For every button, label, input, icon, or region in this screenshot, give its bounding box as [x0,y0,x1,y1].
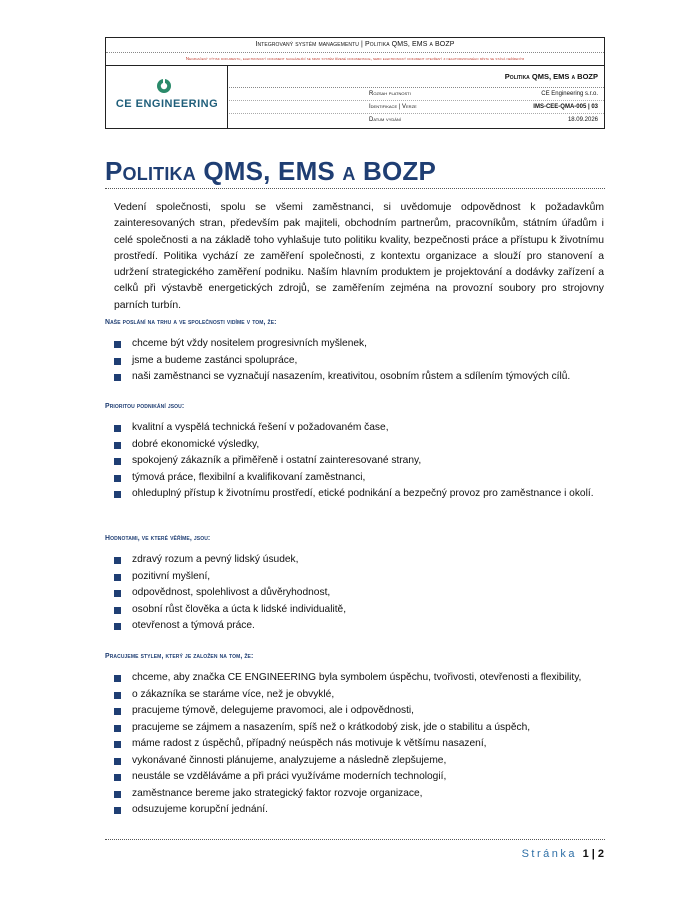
system-line: Integrovaný systém managementu | Politika QMS, EMS a BOZP [106,38,604,53]
list-item: zdravý rozum a pevný lidský úsudek, [114,552,604,569]
list-item: ohleduplný přístup k životnímu prostředí, etické podnikání a bezpečný provoz pro zaměstnance i okolí. [114,486,604,503]
bullet-icon [114,341,121,348]
bullet-icon [114,374,121,381]
bullet-icon [114,807,121,814]
style-list [114,670,604,819]
page-footer [522,848,604,860]
bullet-icon [114,741,121,748]
list-item: odsuzujeme korupční jednání. [114,802,604,819]
meta-row-scope [229,88,604,101]
footer-divider [105,839,605,840]
uncontrolled-copy-warning: Neoznačený výtisk dokumentu, elektronický dokument nacházející se mimo systém řízené dokumentace, nebo elektronický dokument otevřený z neautorizovaného místa se stává neřízeným [106,53,604,66]
list-item: chceme být vždy nositelem progresivních myšlenek, [114,336,604,353]
title-divider [105,188,605,189]
meta-value: CE Engineering s.r.o. [541,91,598,97]
meta-row-identification [229,101,604,114]
list-item: naši zaměstnanci se vyznačují nasazením, kreativitou, osobním růstem a sdílením týmových cílů. [114,369,604,386]
bullet-icon [114,590,121,597]
meta-label: Rozsah platnosti [369,91,411,97]
page-number: 1 | 2 [582,848,604,860]
list-item: odpovědnost, spolehlivost a důvěryhodnost, [114,585,604,602]
meta-label: Datum vydání [369,117,401,123]
list-item: chceme, aby značka CE ENGINEERING byla symbolem úspěchu, tvořivosti, otevřenosti a flexibility, [114,670,604,687]
section-heading-style: Pracujeme stylem, který je založen na tom, že: [105,653,254,660]
bullet-icon [114,708,121,715]
bullet-icon [114,607,121,614]
list-item: dobré ekonomické výsledky, [114,437,604,454]
list-item: osobní růst člověka a úcta k lidské individualitě, [114,602,604,619]
bullet-icon [114,442,121,449]
list-item: zaměstnance bereme jako strategický faktor rozvoje organizace, [114,786,604,803]
list-item: pracujeme týmově, delegujeme pravomoci, ale i odpovědnosti, [114,703,604,720]
document-header [105,37,605,129]
meta-value: 18.09.2026 [567,117,598,123]
bullet-icon [114,692,121,699]
logo-text: CE ENGINEERING [115,98,219,110]
bullet-icon [114,791,121,798]
meta-value: IMS-CEE-QMA-005 | 03 [533,104,598,110]
bullet-icon [114,425,121,432]
list-item: jsme a budeme zastánci spolupráce, [114,353,604,370]
bullet-icon [114,557,121,564]
list-item: pracujeme se zájmem a nasazením, spíš než o krátkodobý zisk, jde o stabilitu a úspěch, [114,720,604,737]
bullet-icon [114,491,121,498]
meta-row-issue-date [229,114,604,127]
page-word: Stránka [521,848,577,860]
bullet-icon [114,574,121,581]
bullet-icon [114,358,121,365]
list-item: vykonávané činnosti plánujeme, analyzujeme a následně zlepšujeme, [114,753,604,770]
list-item: máme radost z úspěchů, případný neúspěch nás motivuje k většímu nasazení, [114,736,604,753]
list-item: týmová práce, flexibilní a kvalifikovaní zaměstnanci, [114,470,604,487]
list-item: o zákazníka se staráme více, než je obvyklé, [114,687,604,704]
bullet-icon [114,458,121,465]
meta-label: Identifikace | Verze [369,104,417,110]
bullet-icon [114,675,121,682]
list-item: kvalitní a vyspělá technická řešení v požadovaném čase, [114,420,604,437]
bullet-icon [114,758,121,765]
priorities-list [114,420,604,503]
logo-icon [156,78,172,94]
section-heading-values: Hodnotami, ve které věříme, jsou: [105,535,211,542]
section-heading-mission: Naše poslání na trhu a ve společnosti vidíme v tom, že: [105,319,277,326]
intro-paragraph: Vedení společnosti, spolu se všemi zaměstnanci, si uvědomuje odpovědnost k požadavkům zainteresovaných stran, především pak majiteli, obchodním partnerům, pracovníkům, státním úřadům i celé společnosti a na základě toho vyhlašuje tuto politiku kvality, bezpečnosti práce a přístupu k životnímu prostředí. Politika vychází ze zaměření společnosti, z kontextu organizace a slouží pro stanovení a udržení strategického zaměření podniku. Naším hlavním produktem je projektování a dodávky zařízení a celků při výstavbě energetických zdrojů, se zaměřením zejména na provozní soubory pro strojovny parních turbín. [114,202,604,311]
values-list [114,552,604,635]
bullet-icon [114,475,121,482]
header-doc-title: Politika QMS, EMS a BOZP [229,66,604,88]
bullet-icon [114,725,121,732]
company-logo [106,66,228,129]
list-item: otevřenost a týmová práce. [114,618,604,635]
bullet-icon [114,623,121,630]
list-item: pozitivní myšlení, [114,569,604,586]
section-heading-priorities: Prioritou podnikání jsou: [105,403,185,410]
mission-list [114,336,604,386]
page-title: Politika QMS, EMS a BOZP [105,156,437,186]
list-item: spokojený zákazník a přiměřeně i ostatní zainteresované strany, [114,453,604,470]
list-item: neustále se vzděláváme a při práci využíváme moderních technologií, [114,769,604,786]
bullet-icon [114,774,121,781]
